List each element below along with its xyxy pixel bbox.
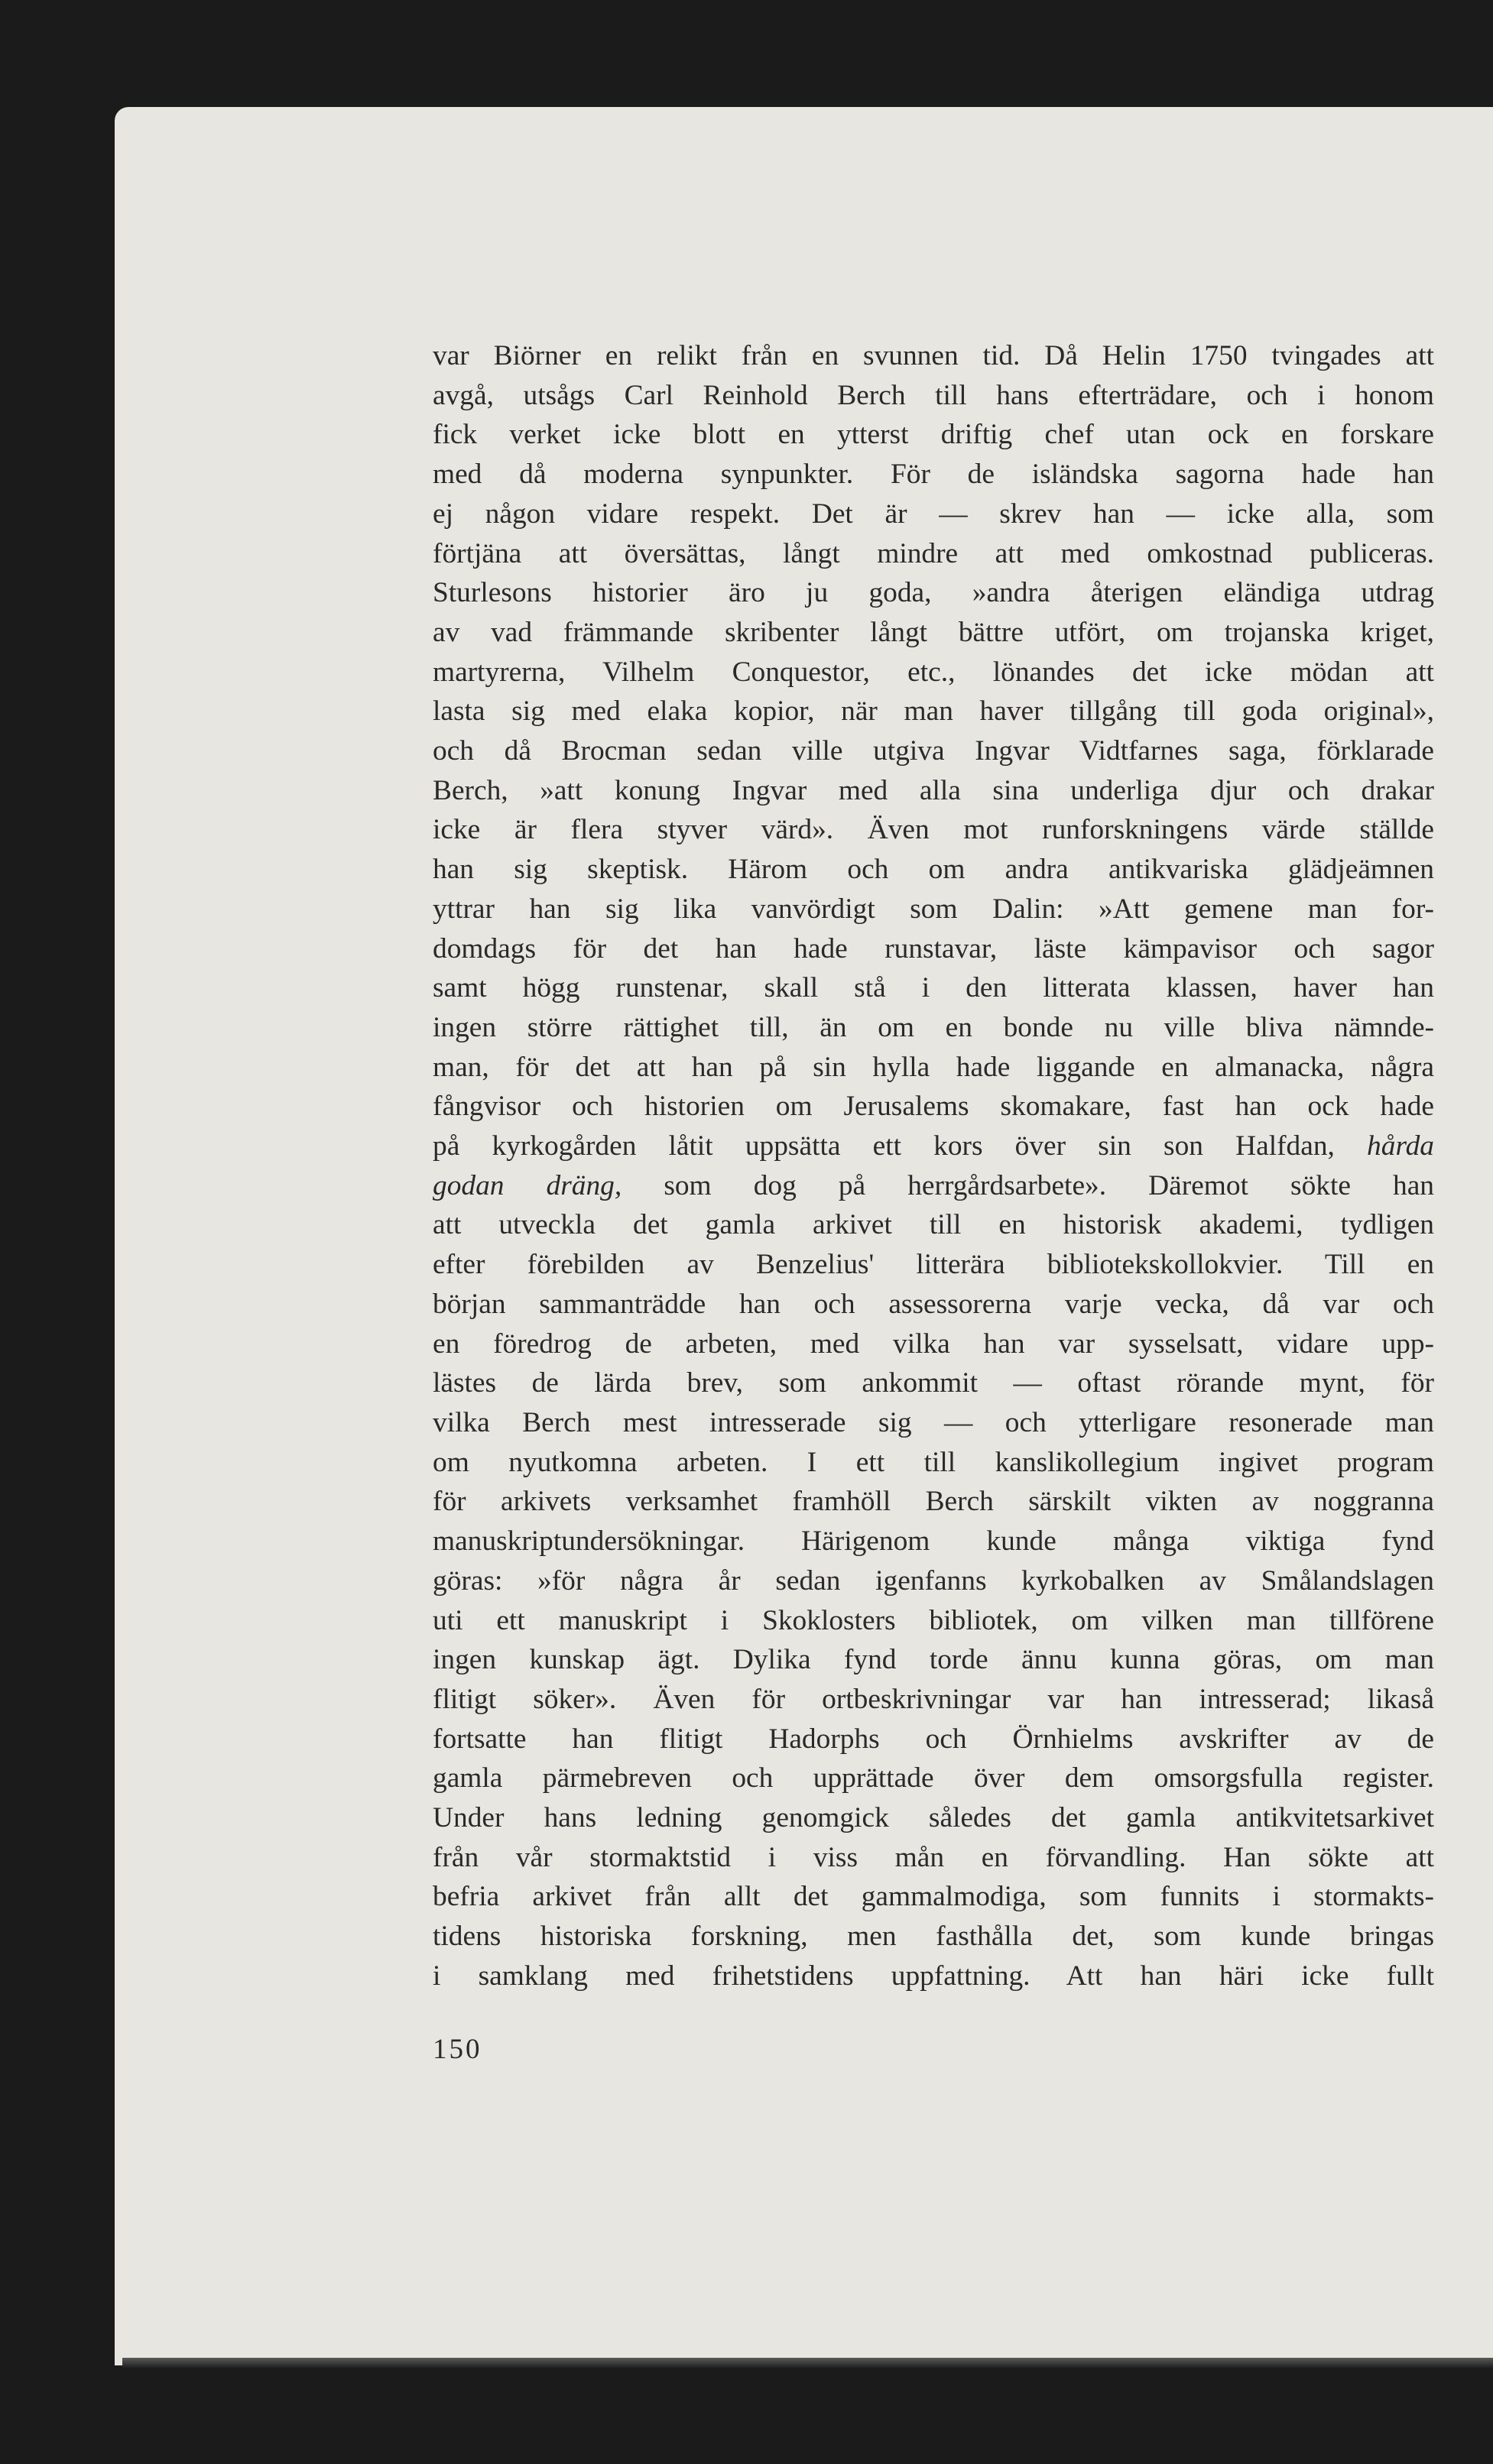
italic-phrase: hårda [1367, 1130, 1434, 1162]
text-line-content: början sammanträdde han och assessorerna varje vecka, då var och [433, 1288, 1434, 1320]
text-line-content: av vad främmande skribenter långt bättre utfört, om trojanska kriget, [433, 616, 1434, 648]
text-line [433, 1048, 1434, 1088]
text-line-content: ej någon vidare respekt. Det är — skrev han — icke alla, som [433, 498, 1434, 530]
text-line-content: och då Brocman sedan ville utgiva Ingvar Vidtfarnes saga, förklarade [433, 735, 1434, 767]
text-line [433, 1482, 1434, 1522]
text-line-content: martyrerna, Vilhelm Conquestor, etc., lönandes det icke mödan att [433, 656, 1434, 688]
text-line [433, 1205, 1434, 1245]
text-line-content: Under hans ledning genomgick således det gamla antikvitetsarkivet [433, 1802, 1434, 1834]
text-line-content: i samklang med frihetstidens uppfattning. Att han häri icke fullt [433, 1960, 1434, 1992]
text-line [433, 1838, 1434, 1878]
text-line [433, 1245, 1434, 1285]
text-line [433, 1561, 1434, 1601]
text-line [433, 1285, 1434, 1324]
text-line [433, 890, 1434, 929]
text-line [433, 1877, 1434, 1917]
text-line [433, 534, 1434, 574]
text-line-content: lasta sig med elaka kopior, när man haver tillgång till goda original», [433, 695, 1434, 728]
text-line [433, 1324, 1434, 1364]
text-line-content: Sturlesons historier äro ju goda, »andra återigen eländiga utdrag [433, 577, 1434, 609]
text-line-content: att utveckla det gamla arkivet till en historisk akademi, tydligen [433, 1209, 1434, 1241]
text-line-content: ingen kunskap ägt. Dylika fynd torde ännu kunna göras, om man [433, 1644, 1434, 1676]
text-line [433, 336, 1434, 376]
text-line-content: efter förebilden av Benzelius' litterära bibliotekskollokvier. Till en [433, 1249, 1434, 1281]
text-line [433, 1166, 1434, 1206]
text-line [433, 1798, 1434, 1838]
text-line [433, 415, 1434, 455]
text-line [433, 455, 1434, 494]
text-line-content: manuskriptundersökningar. Härigenom kunde många viktiga fynd [433, 1525, 1434, 1558]
text-line-content: lästes de lärda brev, som ankommit — oftast rörande mynt, för [433, 1367, 1434, 1399]
text-line-content: göras: »för några år sedan igenfanns kyrkobalken av Smålandslagen [433, 1564, 1434, 1597]
text-line [433, 376, 1434, 416]
text-line-content: om nyutkomna arbeten. I ett till kanslikollegium ingivet program [433, 1446, 1434, 1478]
text-line [433, 1957, 1434, 1996]
text-line [433, 1127, 1434, 1166]
text-line [433, 731, 1434, 771]
italic-phrase: godan dräng, [433, 1169, 622, 1201]
text-line-content: förtjäna att översättas, långt mindre att med omkostnad publiceras. [433, 537, 1434, 569]
text-line [433, 494, 1434, 534]
text-line [433, 1680, 1434, 1720]
text-line [433, 968, 1434, 1008]
text-line-content: gamla pärmebreven och upprättade över dem omsorgsfulla register. [433, 1762, 1434, 1795]
text-line [433, 771, 1434, 811]
text-line-content: uti ett manuskript i Skoklosters bibliotek, om vilken man tillförene [433, 1604, 1434, 1636]
text-line [433, 1403, 1434, 1443]
text-line-content: flitigt söker». Även för ortbeskrivningar var han intresserad; likaså [433, 1683, 1434, 1715]
page-number: 150 [433, 2034, 482, 2065]
text-line [433, 1522, 1434, 1561]
text-line-content: avgå, utsågs Carl Reinhold Berch till hans efterträdare, och i honom [433, 379, 1434, 411]
text-line-content: icke är flera styver värd». Även mot runforskningens värde ställde [433, 814, 1434, 846]
text-line [433, 692, 1434, 731]
text-line [433, 1008, 1434, 1048]
text-line [433, 1443, 1434, 1483]
text-line-content: med då moderna synpunkter. För de isländska sagorna hade han [433, 459, 1434, 491]
text-line [433, 573, 1434, 613]
text-line-content: på kyrkogården låtit uppsätta ett kors över sin son Halfdan, [433, 1130, 1335, 1162]
text-line-content: som dog på herrgårdsarbete». Däremot sökte han [664, 1169, 1435, 1201]
text-line-content: från vår stormaktstid i viss mån en förvandling. Han sökte att [433, 1841, 1434, 1873]
text-line [433, 1720, 1434, 1759]
page-edge-shadow [122, 2358, 1493, 2368]
text-line-content: fortsatte han flitigt Hadorphs och Örnhielms avskrifter av de [433, 1723, 1434, 1755]
text-line-content: man, för det att han på sin hylla hade liggande en almanacka, några [433, 1051, 1434, 1083]
text-line [433, 1759, 1434, 1798]
text-line-content: en föredrog de arbeten, med vilka han var sysselsatt, vidare upp- [433, 1328, 1434, 1360]
text-line-content: han sig skeptisk. Härom och om andra antikvariska glädjeämnen [433, 854, 1434, 886]
text-line [433, 653, 1434, 692]
text-line-content: tidens historiska forskning, men fasthålla det, som kunde bringas [433, 1921, 1434, 1953]
text-line [433, 810, 1434, 850]
text-line [433, 1087, 1434, 1127]
text-line [433, 1640, 1434, 1680]
text-line [433, 1363, 1434, 1403]
text-line-content: Berch, »att konung Ingvar med alla sina underliga djur och drakar [433, 774, 1434, 806]
text-line [433, 1601, 1434, 1641]
text-line [433, 929, 1434, 969]
text-line [433, 1917, 1434, 1957]
text-line-content: var Biörner en relikt från en svunnen tid. Då Helin 1750 tvingades att [433, 340, 1434, 371]
text-line-content: befria arkivet från allt det gammalmodiga, som funnits i stormakts- [433, 1881, 1434, 1913]
body-text [433, 336, 1434, 1996]
text-line-content: domdags för det han hade runstavar, läste kämpavisor och sagor [433, 932, 1434, 965]
text-line-content: fick verket icke blott en ytterst driftig chef utan ock en forskare [433, 419, 1434, 451]
text-line [433, 613, 1434, 653]
text-line-content: ingen större rättighet till, än om en bonde nu ville bliva nämnde- [433, 1011, 1434, 1043]
text-line-content: yttrar han sig lika vanvördigt som Dalin: »Att gemene man for- [433, 893, 1434, 925]
text-line-content: för arkivets verksamhet framhöll Berch särskilt vikten av noggranna [433, 1486, 1434, 1518]
text-line-content: vilka Berch mest intresserade sig — och ytterligare resonerade man [433, 1406, 1434, 1438]
text-line [433, 850, 1434, 890]
text-line-content: fångvisor och historien om Jerusalems skomakare, fast han ock hade [433, 1091, 1434, 1123]
text-line-content: samt högg runstenar, skall stå i den litterata klassen, haver han [433, 972, 1434, 1004]
